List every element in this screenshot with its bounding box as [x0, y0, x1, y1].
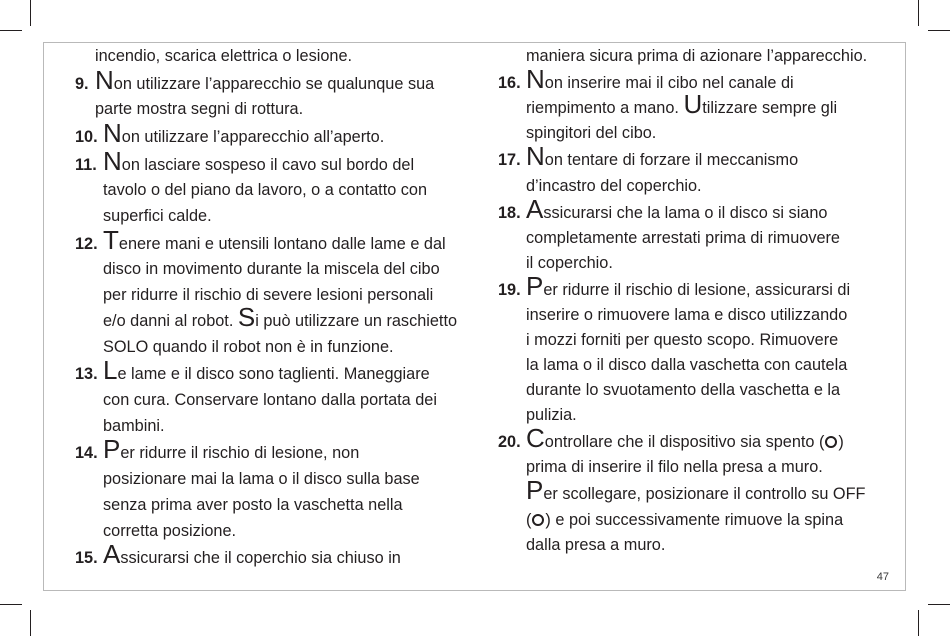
drop-cap: P [526, 475, 544, 506]
item-number: 14. [75, 444, 98, 463]
item-line: ssicurarsi che la lama o il disco si siano [543, 203, 828, 222]
item-number: 19. [498, 280, 521, 299]
list-item-13 [75, 355, 475, 388]
text-segment: er scollegare, posizionare il controllo su OFF [543, 485, 866, 504]
item-line-text: durante lo svuotamento della vaschetta e la [526, 381, 841, 400]
crop-mark [0, 604, 22, 605]
list-item-17 [498, 141, 898, 174]
item-text [103, 539, 401, 573]
item-line: er ridurre il rischio di lesione, assicurarsi di [543, 280, 851, 299]
item-line-text: per ridurre il rischio di severe lesioni personali [103, 285, 434, 304]
text-segment: e/o danni al robot. [103, 311, 238, 330]
item-number: 9. [75, 74, 89, 93]
list-item-19 [498, 270, 898, 304]
item-text [103, 434, 360, 468]
item-line-text: prima di inserire il filo nella presa a muro. [526, 458, 823, 477]
item-number: 16. [498, 73, 521, 92]
item-text [526, 422, 844, 457]
drop-cap: L [103, 355, 118, 386]
list-item-continuation [498, 44, 898, 69]
continuation-text: maniera sicura prima di azionare l’apparecchio. [526, 47, 868, 65]
item-line-text: bambini. [103, 416, 165, 435]
drop-cap: N [95, 64, 114, 95]
item-line [498, 378, 898, 403]
item-number: 10. [75, 128, 98, 147]
item-line-text: con cura. Conservare lontano dalla portata dei [103, 390, 437, 409]
item-line-text: superfici calde. [103, 206, 212, 225]
item-line-text: i mozzi forniti per questo scopo. Rimuovere [526, 331, 839, 350]
item-line [498, 475, 898, 508]
item-line [75, 283, 475, 309]
drop-cap: N [103, 145, 122, 176]
item-text [526, 141, 799, 175]
item-line-text: d’incastro del coperchio. [526, 176, 702, 195]
list-item-11 [75, 145, 475, 179]
drop-cap: N [526, 63, 545, 94]
item-line-text: posizionare mai la lama o il disco sulla base [103, 469, 420, 488]
item-text [103, 145, 415, 180]
drop-cap: C [526, 422, 545, 453]
list-item-10 [75, 118, 475, 151]
item-line-text: senza prima aver posto la vaschetta nella [103, 495, 403, 514]
item-line: on inserire mai il cibo nel canale di [544, 73, 794, 92]
item-line [498, 508, 898, 533]
item-line [75, 97, 475, 123]
item-text [526, 193, 828, 228]
item-line-text: disco in movimento durante la miscela del cibo [103, 260, 440, 279]
item-line-text [526, 508, 843, 533]
item-line [498, 174, 898, 199]
item-line [498, 328, 898, 353]
item-line [75, 388, 475, 414]
item-line: er ridurre il rischio di lesione, non [120, 444, 360, 463]
drop-cap: N [526, 141, 545, 172]
item-text [526, 270, 851, 305]
list-item-12 [75, 224, 475, 258]
item-line [498, 455, 898, 480]
item-line [498, 251, 898, 276]
item-line-text: spingitori del cibo. [526, 124, 657, 143]
text-segment: tilizzare sempre gli [702, 99, 838, 118]
power-off-icon [825, 436, 837, 448]
item-line-text [526, 89, 838, 121]
item-line [498, 226, 898, 251]
list-item-15 [75, 539, 475, 572]
item-line [498, 353, 898, 378]
item-line [75, 519, 475, 545]
item-line-text: dalla presa a muro. [526, 535, 666, 554]
item-line-text: la lama o il disco dalla vaschetta con cautela [526, 356, 848, 375]
item-line: on lasciare sospeso il cavo sul bordo del [121, 155, 415, 174]
item-line [75, 301, 475, 335]
item-number: 12. [75, 234, 98, 253]
item-line-text: completamente arrestati prima di rimuovere [526, 229, 840, 248]
crop-mark [918, 0, 919, 26]
item-line: ssicurarsi che il coperchio sia chiuso in [120, 549, 401, 568]
item-number: 13. [75, 365, 98, 384]
list-item-20 [498, 422, 898, 456]
item-line-text: pulizia. [526, 405, 577, 424]
list-item-9 [75, 64, 475, 98]
drop-cap: T [103, 224, 119, 255]
text-segment: ontrollare che il dispositivo sia spento ( [544, 432, 825, 451]
item-line [75, 335, 475, 361]
drop-cap: U [683, 89, 703, 120]
item-line [75, 204, 475, 230]
item-number: 20. [498, 432, 521, 451]
item-number: 18. [498, 203, 521, 222]
crop-mark [0, 30, 22, 31]
item-line-text: il coperchio. [526, 253, 613, 272]
crop-mark [918, 610, 919, 636]
item-line [75, 257, 475, 283]
drop-cap: A [103, 539, 121, 570]
item-line-text [103, 301, 458, 335]
text-segment: riempimento a mano. [526, 99, 684, 118]
text-segment: ( [526, 510, 532, 529]
right-column [498, 44, 898, 557]
item-line: on tentare di forzare il meccanismo [544, 151, 799, 170]
item-text [103, 224, 446, 259]
item-line [498, 403, 898, 428]
list-item-14 [75, 434, 475, 467]
item-line [75, 178, 475, 204]
item-line-text: SOLO quando il robot non è in funzione. [103, 337, 394, 356]
item-text [95, 64, 435, 99]
item-line [498, 121, 898, 146]
list-item-continuation [75, 44, 475, 70]
item-line: enere mani e utensili lontano dalle lame e dal [118, 234, 446, 253]
item-line [498, 303, 898, 328]
left-column [75, 44, 475, 572]
crop-mark [30, 0, 31, 26]
crop-mark [928, 30, 950, 31]
item-line [75, 414, 475, 440]
crop-mark [30, 610, 31, 636]
item-text [103, 118, 385, 152]
item-line [498, 89, 898, 121]
power-off-icon [532, 514, 544, 526]
item-line [75, 467, 475, 493]
crop-mark [928, 604, 950, 605]
drop-cap: S [237, 301, 256, 332]
drop-cap: N [103, 118, 122, 149]
item-line [498, 533, 898, 558]
continuation-text: incendio, scarica elettrica o lesione. [95, 47, 353, 65]
list-item-18 [498, 193, 898, 227]
item-number: 11. [75, 155, 97, 174]
item-line: e lame e il disco sono taglienti. Maneggiare [117, 365, 430, 384]
text-segment: ) [838, 432, 844, 451]
page-number: 47 [876, 571, 889, 583]
item-line: on utilizzare l’apparecchio se qualunque sua [113, 74, 435, 93]
drop-cap: P [103, 434, 121, 465]
text-segment: i può utilizzare un raschietto [255, 311, 458, 330]
item-line-text [526, 475, 866, 509]
item-text [103, 355, 430, 389]
text-segment: ) e poi successivamente rimuove la spina [545, 510, 844, 529]
drop-cap: P [526, 270, 544, 301]
item-line [75, 493, 475, 519]
item-number: 17. [498, 151, 521, 170]
item-text [526, 63, 794, 98]
item-number: 15. [75, 549, 98, 568]
item-line-text: parte mostra segni di rottura. [95, 100, 304, 119]
drop-cap: A [526, 193, 544, 224]
item-line: on utilizzare l’apparecchio all’aperto. [121, 128, 385, 147]
item-line-text: tavolo o del piano da lavoro, o a contatto con [103, 181, 428, 200]
item-line-text: corretta posizione. [103, 521, 237, 540]
item-line-text: inserire o rimuovere lama e disco utilizzando [526, 306, 848, 325]
